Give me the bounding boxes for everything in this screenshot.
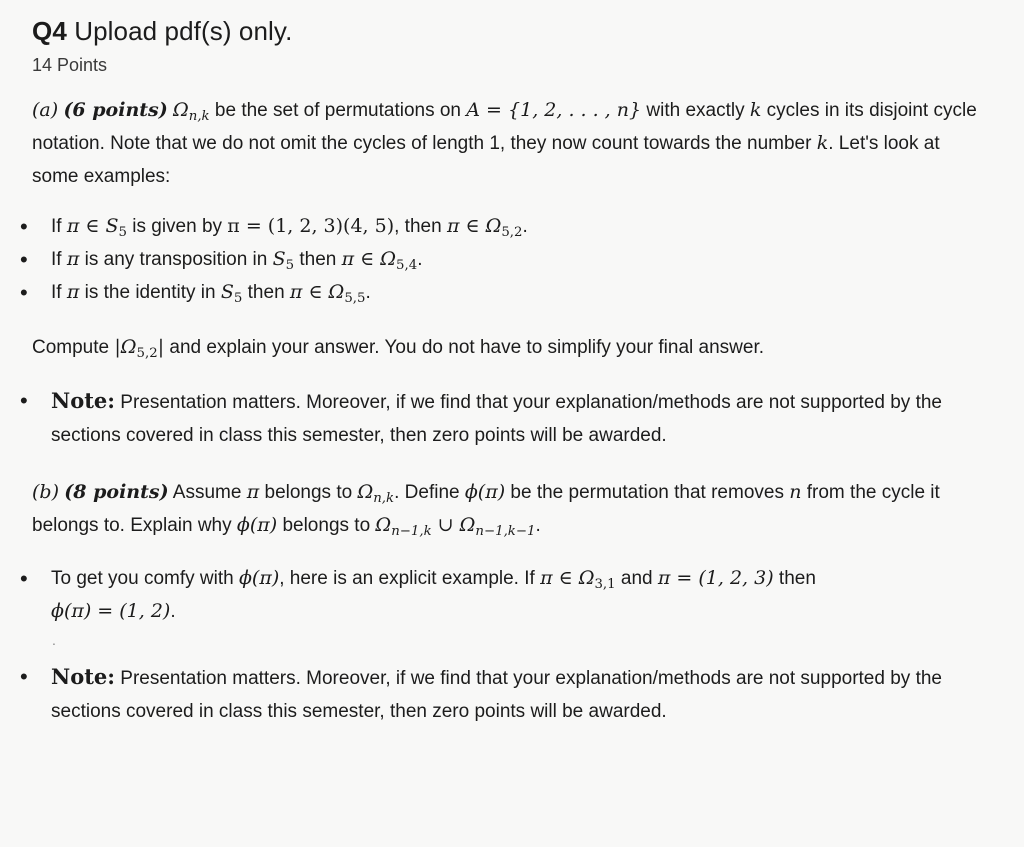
note-text: Presentation matters. Moreover, if we find that your explanation/methods are not supported by the sections covered in class this semester, then zero points will be awarded. xyxy=(51,668,942,722)
omega-subscript: n−1,k xyxy=(391,524,432,539)
example-text: , here is an explicit example. If xyxy=(279,568,541,589)
example-text: and xyxy=(615,568,658,589)
part-b-text: from the cycle it belongs to. Explain why xyxy=(32,482,940,536)
compute-math-end: | xyxy=(157,336,165,358)
example-math: S xyxy=(272,248,286,270)
example-text: is the identity in xyxy=(79,282,221,303)
example-text: is given by xyxy=(126,216,228,237)
omega-subscript: n−1,k−1 xyxy=(475,524,536,539)
example-subscript: 5,2 xyxy=(501,225,523,240)
examples-list xyxy=(32,210,984,309)
note-list-a xyxy=(32,384,984,452)
omega-subscript: n,k xyxy=(373,491,395,506)
part-a-points: (6 points) xyxy=(63,99,168,121)
note-label: Note: xyxy=(51,664,116,689)
union-symbol: ∪ xyxy=(431,514,460,536)
part-b-text: belongs to xyxy=(259,482,358,503)
example-math: π xyxy=(66,248,80,270)
part-b-text: belongs to xyxy=(277,515,376,536)
example-text: is any transposition in xyxy=(79,249,273,270)
omega-symbol: Ω xyxy=(173,99,189,121)
note-item xyxy=(32,384,984,452)
example-text: To get you comfy with xyxy=(51,568,239,589)
part-b-text: . xyxy=(535,515,541,536)
compute-subscript: 5,2 xyxy=(136,346,158,361)
example-item xyxy=(32,210,984,243)
part-b-text: be the permutation that removes xyxy=(505,482,790,503)
k-variable: k xyxy=(749,99,762,121)
compute-text: and explain your answer. You do not have to simplify your final answer. xyxy=(164,337,765,358)
part-b-intro xyxy=(32,476,984,542)
example-subscript: 5,5 xyxy=(344,291,366,306)
example-text: , then xyxy=(394,216,447,237)
phi-expression: ϕ(π) xyxy=(238,567,280,589)
example-list-b xyxy=(32,562,984,628)
part-a-label: (a) xyxy=(32,99,59,121)
example-item xyxy=(32,276,984,309)
omega-symbol: Ω xyxy=(357,481,374,503)
part-b-text: . Define xyxy=(394,482,465,503)
example-subscript: 5 xyxy=(285,258,295,273)
example-math: S xyxy=(220,281,234,303)
example-text: If xyxy=(51,282,67,303)
intro-text-2: with exactly xyxy=(641,100,750,121)
phi-expression: ϕ(π) xyxy=(236,514,278,536)
example-text: . xyxy=(417,249,423,270)
example-math: π ∈ Ω xyxy=(540,567,595,589)
compute-math: |Ω xyxy=(114,336,137,358)
note-text: Presentation matters. Moreover, if we find that your explanation/methods are not supported by the sections covered in class this semester, then zero points will be awarded. xyxy=(51,392,942,446)
omega-symbol: Ω xyxy=(375,514,392,536)
example-text: then xyxy=(242,282,290,303)
example-text: . xyxy=(365,282,371,303)
example-text: then xyxy=(773,568,816,589)
k-variable-2: k xyxy=(816,132,829,154)
omega-symbol: Ω xyxy=(459,514,476,536)
intro-text-3: cycles in its disjoint cycle notation. Note that we do not omit the cycles of length 1, they now count towards the number xyxy=(32,100,977,154)
part-b-text: Assume xyxy=(168,482,247,503)
example-math: π ∈ Ω xyxy=(341,248,397,270)
example-text: If xyxy=(51,249,67,270)
example-text: If xyxy=(51,216,67,237)
note-label: Note: xyxy=(51,388,116,413)
question-title-text: Upload pdf(s) only. xyxy=(74,16,293,46)
example-math: π ∈ Ω xyxy=(446,215,502,237)
example-subscript: 5 xyxy=(233,291,243,306)
part-a-intro xyxy=(32,94,984,193)
example-math: π ∈ Ω xyxy=(289,281,345,303)
note-item xyxy=(32,660,984,728)
example-subscript: 5,4 xyxy=(396,258,418,273)
example-math: π = (1, 2, 3) xyxy=(657,567,774,589)
set-expression: A = {1, 2, . . . , n} xyxy=(466,99,642,121)
compute-instruction xyxy=(32,331,984,364)
example-item xyxy=(32,243,984,276)
example-text: then xyxy=(294,249,342,270)
question-title xyxy=(32,14,984,48)
compute-text: Compute xyxy=(32,337,115,358)
intro-text-4: . Let's look at some examples: xyxy=(32,133,940,187)
note-list-b xyxy=(32,660,984,728)
example-math: π xyxy=(66,281,80,303)
part-b-points: (8 points) xyxy=(64,481,169,503)
stray-dot: . xyxy=(52,632,56,648)
example-math: π ∈ S xyxy=(66,215,119,237)
phi-expression: ϕ(π) xyxy=(464,481,506,503)
intro-text-1: be the set of permutations on xyxy=(209,100,467,121)
omega-subscript: n,k xyxy=(188,109,210,124)
pi-symbol: π xyxy=(246,481,260,503)
example-text: . xyxy=(170,601,176,622)
part-b-label: (b) xyxy=(32,481,59,503)
example-math: ϕ(π) = (1, 2) xyxy=(51,600,171,622)
example-subscript: 3,1 xyxy=(594,577,616,592)
example-text: . xyxy=(522,216,528,237)
n-variable: n xyxy=(789,481,802,503)
example-math: π = (1, 2, 3)(4, 5) xyxy=(227,215,395,237)
question-points: 14 Points xyxy=(32,55,108,75)
example-item xyxy=(32,562,984,628)
question-number: Q4 xyxy=(32,16,67,46)
example-subscript: 5 xyxy=(118,225,127,240)
